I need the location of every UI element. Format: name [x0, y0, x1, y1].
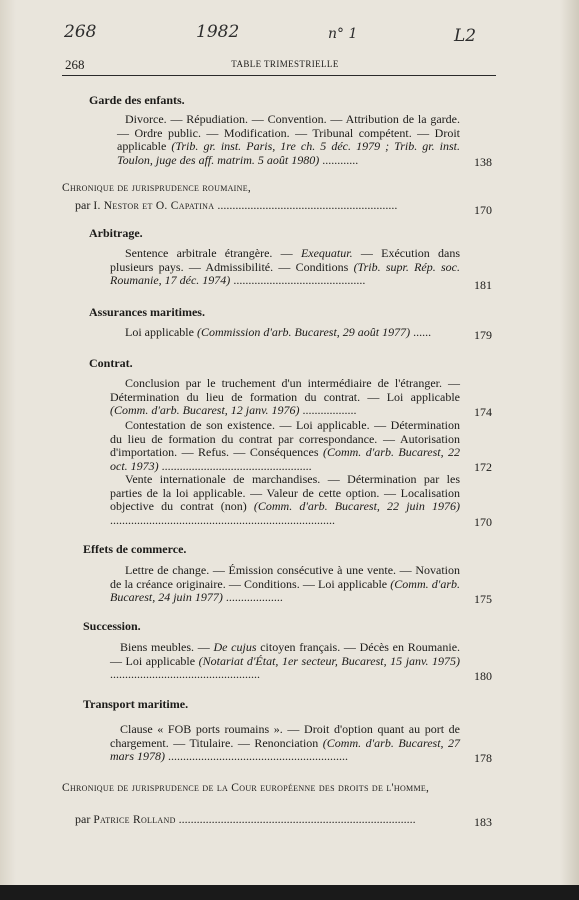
section-heading-assurances: Assurances maritimes. [89, 305, 205, 319]
dot-leader: .................. [302, 403, 357, 417]
chronicle-byline-echr [75, 812, 460, 827]
section-heading-garde: Garde des enfants. [89, 93, 185, 107]
entry-text: Biens meubles. — [120, 640, 210, 654]
entry-garde [117, 113, 460, 167]
entry-text-continued: — Exécution dans plusieurs pays. — Admissibilité. — Conditions [110, 246, 461, 274]
entry-text: Loi applicable [125, 325, 194, 339]
byline-prefix: par [75, 198, 91, 212]
page-number: 268 [65, 57, 85, 72]
entry-reference: (Comm. d'arb. Bucarest, 22 oct. 1973) [110, 445, 461, 473]
entry-text-continued: citoyen français. — Décès en Roumanie. — Loi applicable [110, 640, 461, 668]
byline-prefix: par [75, 812, 91, 826]
handwritten-issue-note: n° 1 [328, 26, 358, 42]
entry-arbitrage [110, 247, 460, 288]
dot-leader: ............................................................................... [178, 812, 416, 826]
entry-reference: (Comm. d'arb. Bucarest, 24 juin 1977) [110, 576, 461, 604]
entry-reference: (Notariat d'État, 1er secteur, Bucarest, 15 janv. 1975) [198, 653, 461, 668]
dot-leader: .................................................. [161, 458, 312, 473]
dot-leader: ................... [225, 590, 283, 604]
entry-page-number: 179 [474, 328, 492, 342]
section-heading-arbitrage: Arbitrage. [89, 226, 143, 240]
dot-leader: ...... [413, 325, 432, 339]
entry-reference: (Comm. d'arb. Bucarest, 22 juin 1976) [253, 499, 460, 513]
entry-page-number: 181 [474, 278, 492, 292]
entry-text: Clause « FOB ports roumains ». — Droit d'option quant au port de chargement. — Titulaire. — Renonciation [110, 722, 460, 750]
entry-text: Conclusion par le truchement d'un intermédiaire de l'étranger. — Détermination du lieu de formation du contrat. — Loi applicable [110, 376, 460, 404]
entry-text: Vente internationale de marchandises. — Détermination par les parties de la loi applicable. — Valeur de cette option. — Localisation objective du contrat (non) [110, 472, 460, 513]
entry-reference: (Comm. d'arb. Bucarest, 27 mars 1978) [110, 735, 460, 763]
dot-leader: ............................................................ [217, 198, 398, 212]
handwritten-code-note: L2 [454, 26, 477, 46]
chronicle-page-number: 183 [474, 815, 492, 829]
handwritten-year-note: 1982 [196, 22, 240, 42]
entry-contrat-2 [110, 419, 460, 473]
chronicle-title-romanian: Chronique de jurisprudence roumaine, [62, 182, 252, 194]
entry-reference: (Commission d'arb. Bucarest, 29 août 1977) [196, 325, 411, 339]
handwritten-page-note: 268 [64, 22, 97, 42]
dot-leader: ........................................................................... [110, 512, 335, 527]
header-rule [62, 75, 496, 76]
chronicle-byline-romanian [75, 198, 460, 213]
entry-text: Contestation de son existence. — Loi applicable. — Détermination du lieu de formation du contrat par correspondance. — Autorisation d'importation. — Refus. — Conséquences [110, 418, 460, 459]
entry-reference: (Comm. d'arb. Bucarest, 12 janv. 1976) [110, 403, 300, 417]
chronicle-title-echr: Chronique de jurisprudence de la Cour européenne des droits de l'homme, [62, 782, 430, 794]
entry-page-number: 178 [474, 751, 492, 765]
entry-reference: (Trib. gr. inst. Paris, 1re ch. 5 déc. 1979 ; Trib. gr. inst. Toulon, juge des aff. matrim. 5 août 1980) [117, 139, 460, 167]
chronicle-page-number: 170 [474, 203, 492, 217]
section-heading-contrat: Contrat. [89, 356, 133, 370]
entry-reference: (Trib. supr. Rép. soc. Roumanie, 17 déc. 1974) [110, 259, 461, 287]
section-heading-transport: Transport maritime. [83, 697, 189, 711]
dot-leader: .................................................. [110, 667, 260, 681]
entry-text: Sentence arbitrale étrangère. — [125, 246, 293, 260]
entry-text: Lettre de change. — Émission consécutive à une vente. — Novation de la créance originaire. — Conditions. — Loi applicable [110, 563, 460, 591]
page-gutter-shade [0, 0, 16, 900]
section-heading-succession: Succession. [83, 619, 141, 633]
entry-contrat-3 [110, 473, 460, 527]
entry-page-number: 180 [474, 669, 492, 683]
entry-contrat-1 [110, 377, 460, 418]
entry-page-number: 172 [474, 460, 492, 474]
chronicle-authors: I. Nestor et O. Capatina [93, 200, 215, 212]
entry-page-number: 170 [474, 515, 492, 529]
entry-inline-term: De cujus [213, 640, 257, 654]
entry-page-number: 174 [474, 405, 492, 419]
dot-leader: ............................................................ [168, 749, 349, 763]
scan-bottom-edge [0, 885, 579, 900]
dot-leader: ............................................ [233, 273, 366, 287]
entry-effets [110, 564, 460, 605]
running-head: TABLE TRIMESTRIELLE [231, 59, 339, 69]
entry-page-number: 175 [474, 592, 492, 606]
entry-transport [110, 723, 460, 764]
entry-assurances [125, 326, 470, 340]
entry-text: Divorce. — Répudiation. — Convention. — Attribution de la garde. — Ordre public. — Modification. — Tribunal compétent. — Droit applicable [117, 112, 460, 153]
entry-page-number: 138 [474, 155, 492, 169]
page-right-shade [560, 0, 579, 900]
chronicle-authors: Patrice Rolland [93, 814, 176, 826]
entry-inline-term: Exequatur. [300, 246, 353, 260]
dot-leader: ............ [322, 152, 359, 167]
entry-succession [110, 641, 460, 682]
section-heading-effets: Effets de commerce. [83, 542, 187, 556]
